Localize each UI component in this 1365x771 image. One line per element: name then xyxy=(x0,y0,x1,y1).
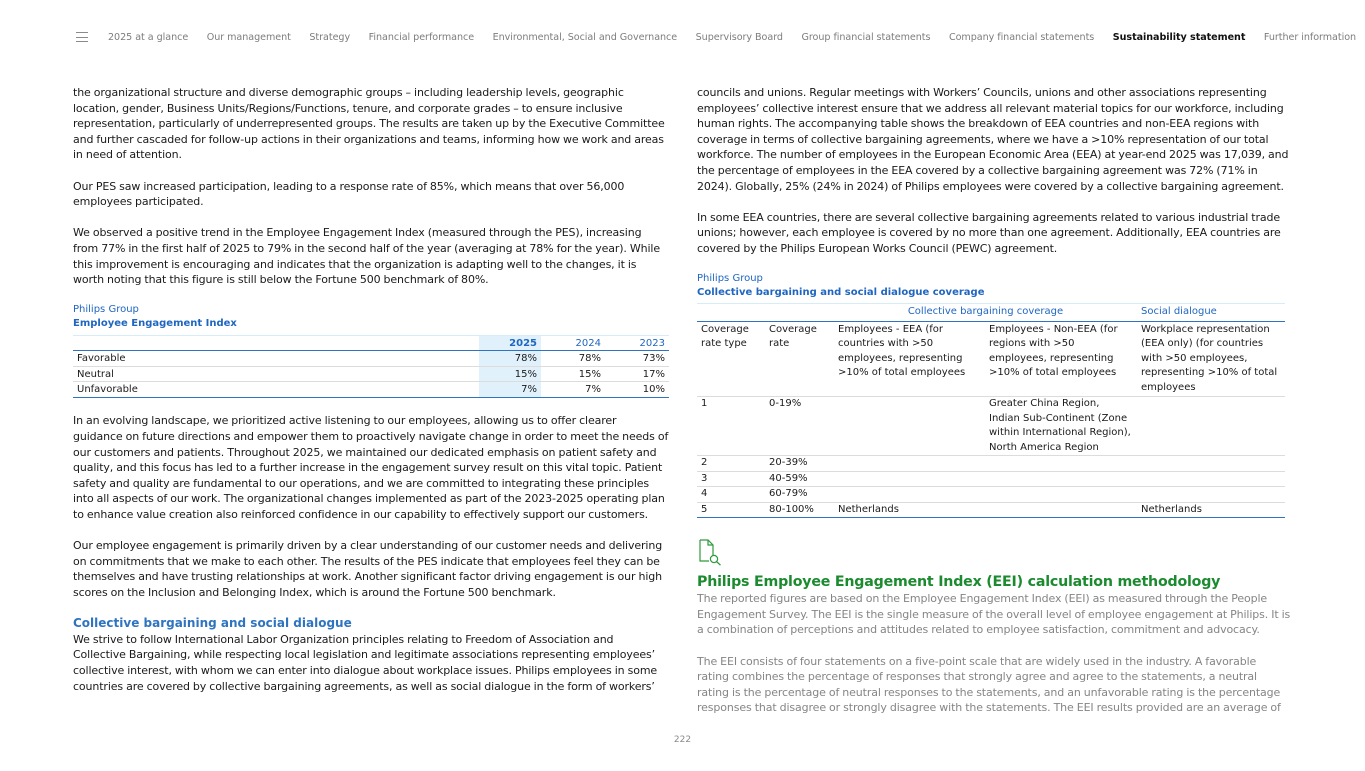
body-paragraph: In some EEA countries, there are several collective bargaining agreements related to various industrial trade unions; however, each employee is covered by no more than one agreement. Additionally, EEA countries are covered by the Philips European Works Council (PEWC) agreement. xyxy=(697,210,1281,255)
table-cell: 73% xyxy=(605,351,669,367)
group-header-blank xyxy=(697,304,834,322)
group-header-social-dialogue: Social dialogue xyxy=(1137,304,1285,322)
table-cell: 1 xyxy=(697,397,765,456)
coverage-table-block xyxy=(697,272,1291,518)
column-header: Employees - EEA (for countries with >50 employees, representing >10% of total employees xyxy=(834,321,985,397)
body-paragraph: councils and unions. Regular meetings with Workers’ Councils, unions and other associations representing employees’ collective interest ensure that we address all relevant material topics for our workforce, including human rights. The accompanying table shows the breakdown of EEA countries and non-EEA regions with coverage in terms of collective bargaining agreements, where we have a >10% representation of our total workforce. The number of employees in the European Economic Area (EEA) at year-end 2025 was 17,039, and the percentage of employees in the EEA covered by a collective bargaining agreement was 72% (71% in 2024). Globally, 25% (24% in 2024) of Philips employees were covered by a collective bargaining agreement. xyxy=(697,86,1289,193)
table-group-header-row xyxy=(697,304,1285,322)
table-cell: 10% xyxy=(605,382,669,398)
top-navigation xyxy=(76,28,1365,46)
methodology-block xyxy=(697,538,1291,716)
nav-item-supervisory-board[interactable]: Supervisory Board xyxy=(695,31,783,43)
table-cell xyxy=(834,487,985,503)
table-row xyxy=(73,382,669,398)
table-title: Employee Engagement Index xyxy=(73,318,237,330)
collective-bargaining-coverage-table xyxy=(697,303,1285,518)
table-header-row xyxy=(73,336,669,351)
body-paragraph: Our PES saw increased participation, leading to a response rate of 85%, which means that over 56,000 employees participated. xyxy=(73,179,625,209)
table-cell: 0-19% xyxy=(765,397,834,456)
hamburger-menu-icon[interactable] xyxy=(76,32,88,42)
nav-item-esg[interactable]: Environmental, Social and Governance xyxy=(492,31,678,43)
table-row xyxy=(73,351,669,367)
column-header-2023: 2023 xyxy=(605,336,669,351)
column-header-2024: 2024 xyxy=(541,336,605,351)
table-cell: 7% xyxy=(541,382,605,398)
row-label: Favorable xyxy=(73,351,479,367)
body-paragraph: We observed a positive trend in the Employee Engagement Index (measured through the PES), increasing from 77% in the first half of 2025 to 79% in the second half of the year (averaging at 78% for the year). While this improvement is encouraging and indicates that the organization is adapting well to the changes, it is worth noting that this figure is still below the Fortune 500 benchmark of 80%. xyxy=(73,226,661,287)
table-row xyxy=(697,471,1285,487)
table-cell: Netherlands xyxy=(834,502,985,518)
row-label: Unfavorable xyxy=(73,382,479,398)
table-cell xyxy=(1137,456,1285,472)
section-subheading: Collective bargaining and social dialogue xyxy=(73,616,352,631)
table-row xyxy=(697,487,1285,503)
employee-engagement-index-table xyxy=(73,335,669,398)
table-cell: 78% xyxy=(479,351,541,367)
table-cell: 15% xyxy=(479,366,541,382)
table-row xyxy=(697,502,1285,518)
left-column xyxy=(73,85,669,694)
table-cell xyxy=(834,397,985,456)
table-cell xyxy=(985,471,1137,487)
table-header-row xyxy=(697,321,1285,397)
table-cell xyxy=(1137,471,1285,487)
table-cell xyxy=(985,456,1137,472)
table-row xyxy=(697,397,1285,456)
nav-item-group-financial-statements[interactable]: Group financial statements xyxy=(801,31,931,43)
nav-item-financial-performance[interactable]: Financial performance xyxy=(368,31,475,43)
table-caption: Philips Group xyxy=(73,304,139,316)
methodology-body xyxy=(697,591,1291,716)
column-header: Workplace representation (EEA only) (for countries with >50 employees, representing >10% of total employees xyxy=(1137,321,1285,397)
table-cell xyxy=(834,471,985,487)
table-cell: 60-79% xyxy=(765,487,834,503)
column-header: Coverage rate type xyxy=(697,321,765,397)
table-cell: 40-59% xyxy=(765,471,834,487)
table-cell xyxy=(985,502,1137,518)
table-cell: 5 xyxy=(697,502,765,518)
table-cell: Greater China Region, Indian Sub-Continent (Zone within International Region), North America Region xyxy=(985,397,1137,456)
nav-item-company-financial-statements[interactable]: Company financial statements xyxy=(948,31,1095,43)
table-cell: 7% xyxy=(479,382,541,398)
methodology-paragraph: The EEI consists of four statements on a five-point scale that are widely used in the industry. A favorable rating combines the percentage of responses that strongly agree and agree to the statements, a neutral rating is the percentage of neutral responses to the statements, and an unfavorable rating is the percentage responses that disagree or strongly disagree with the statements. The EEI results provided are an average of xyxy=(697,654,1281,715)
column-header: Employees - Non-EEA (for regions with >50 employees, representing >10% of total employees xyxy=(985,321,1137,397)
body-paragraph: In an evolving landscape, we prioritized active listening to our employees, allowing us to offer clearer guidance on future directions and empower them to proactively navigate change in order to meet the needs of our customers and patients. Throughout 2025, we maintained our dedicated emphasis on patient safety and quality, and this focus has led to a further increase in the engagement survey result on this vital topic. Patient safety and quality are fundamental to our operations, and we are committed to integrating these principles into all aspects of our work. The organizational changes implemented as part of the 2023-2025 operating plan to enhance value creation also reinforced confidence in our capability to effectively support our customers. xyxy=(73,414,669,521)
table-cell xyxy=(1137,487,1285,503)
table-cell: 20-39% xyxy=(765,456,834,472)
nav-item-sustainability-statement[interactable]: Sustainability statement xyxy=(1112,31,1246,43)
nav-item-our-management[interactable]: Our management xyxy=(206,31,291,43)
group-header-collective-bargaining: Collective bargaining coverage xyxy=(834,304,1137,322)
table-cell xyxy=(834,456,985,472)
nav-item-strategy[interactable]: Strategy xyxy=(309,31,351,43)
right-column xyxy=(697,85,1291,716)
body-paragraph: We strive to follow International Labor Organization principles relating to Freedom of Association and Collective Bargaining, while respecting local legislation and legitimate associations representing employees’ collective interest, with whom we can enter into dialogue about workplace issues. Philips employees in some countries are covered by collective bargaining agreements, as well as social dialogue in the form of workers’ xyxy=(73,632,658,693)
table-cell: Netherlands xyxy=(1137,502,1285,518)
methodology-title: Philips Employee Engagement Index (EEI) calculation methodology xyxy=(697,574,1221,591)
table-title: Collective bargaining and social dialogue coverage xyxy=(697,287,985,299)
table-cell xyxy=(985,487,1137,503)
page-number: 222 xyxy=(673,735,692,745)
table-cell: 17% xyxy=(605,366,669,382)
column-header-label xyxy=(73,336,479,351)
table-cell: 80-100% xyxy=(765,502,834,518)
table-cell: 15% xyxy=(541,366,605,382)
row-label: Neutral xyxy=(73,366,479,382)
eei-table-block xyxy=(73,303,669,398)
table-cell: 3 xyxy=(697,471,765,487)
table-cell: 4 xyxy=(697,487,765,503)
table-cell: 2 xyxy=(697,456,765,472)
nav-item-further-information[interactable]: Further information xyxy=(1263,31,1357,43)
methodology-paragraph: The reported figures are based on the Employee Engagement Index (EEI) as measured through the People Engagement Survey. The EEI is the single measure of the overall level of employee engagement at Philips. It is a combination of perceptions and attitudes related to employee satisfaction, commitment and advocacy. xyxy=(697,592,1291,637)
column-header-2025: 2025 xyxy=(479,336,541,351)
table-cell: 78% xyxy=(541,351,605,367)
column-header: Coverage rate xyxy=(765,321,834,397)
body-paragraph: the organizational structure and diverse demographic groups – including leadership levels, geographic location, gender, Business Units/Regions/Functions, tenure, and corporate grades – to ensure inclusive representation, particularly of underrepresented groups. The results are taken up by the Executive Committee and further cascaded for follow-up actions in their organizations and teams, informing how we work and areas in need of attention. xyxy=(73,86,665,162)
table-row xyxy=(73,366,669,382)
table-row xyxy=(697,456,1285,472)
table-caption: Philips Group xyxy=(697,273,763,285)
nav-item-2025-at-a-glance[interactable]: 2025 at a glance xyxy=(108,31,189,43)
body-paragraph: Our employee engagement is primarily driven by a clear understanding of our customer needs and delivering on commitments that we make to each other. The results of the PES indicate that employees feel they can be themselves and have trusting relationships at work. Another significant factor driving engagement is our high scores on the Inclusion and Belonging Index, which is around the Fortune 500 benchmark. xyxy=(73,539,663,599)
document-search-icon xyxy=(697,538,725,566)
table-cell xyxy=(1137,397,1285,456)
